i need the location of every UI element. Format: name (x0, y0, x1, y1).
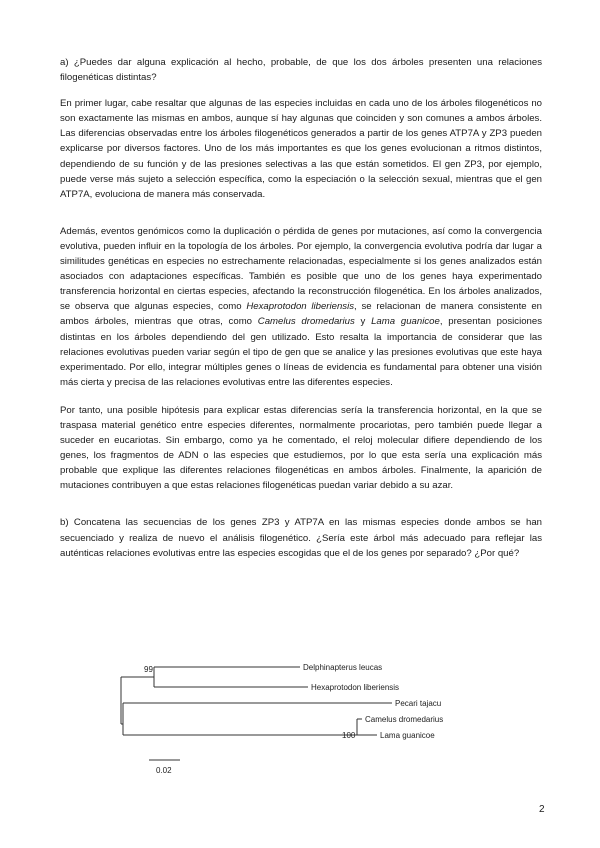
taxon-label: Camelus dromedarius (365, 715, 444, 724)
taxon-label: Pecari tajacu (395, 699, 442, 708)
answer-paragraph-1: En primer lugar, cabe resaltar que algunas de las especies incluidas en cada uno de los árboles filogenéticos no son exactamente las mismas en ambos, aunque sí hay algunas que coinciden y son comunes a ambos árboles. Las diferencias observadas entre los árboles filogenéticos generados a partir de los genes ATP7A y ZP3 pueden explicarse por diversos factores. Uno de los más importantes es que los genes evolucionan a ritmos distintos, dependiendo de su función y de las presiones selectivas a las que están sometidos. El gen ZP3, por ejemplo, puede verse más sujeto a selección específica, como la especiación o la selección sexual, mientras que el gen ATP7A, evoluciona de manera más conservada. (60, 98, 542, 200)
page-number: 2 (539, 804, 545, 815)
question-a: a) ¿Puedes dar alguna explicación al hecho, probable, de que los dos árboles presenten una relaciones filogenéticas distintas? (60, 57, 542, 84)
taxon-label: Hexaprotodon liberiensis (311, 683, 400, 692)
paragraph-2-text: y (354, 316, 372, 328)
species-hexaprotodon: Hexaprotodon liberiensis (246, 301, 355, 313)
answer-paragraph-3: Por tanto, una posible hipótesis para explicar estas diferencias sería la transferencia horizontal, en la que se traspasa material genético entre especies diferentes, normalmente procariotas, pero también puede llegar a suceder en eucariotas. Sin embargo, como ya he comentado, el reloj molecular difiere dependiendo de los genes, los fragmentos de ADN o las especies que estudiemos, por lo que esta sería una explicación más probable que explique las diferentes relaciones filogenéticas en ambos árboles. Finalmente, la aparición de mutaciones contribuyen a que estas relaciones filogenéticas puedan variar debido a su azar. (60, 404, 542, 492)
bootstrap-label: 100 (342, 731, 356, 740)
paragraph-2-text: , se relacionan de manera consistente en ambos árboles, mientras que otras, como (60, 301, 543, 328)
taxon-label: Lama guanicoe (380, 731, 435, 740)
paragraph-2-text: Además, eventos genómicos como la duplicación o pérdida de genes por mutaciones, así como la convergencia evolutiva, pueden influir en la topología de los árboles. Por ejemplo, la convergencia evolutiva podría dar lugar a similitudes genéticas en especies no estrechamente relacionadas, especialmente si los genes analizados están asociados con adaptaciones específicas. También es posible que uno de los genes haya experimentado transferencia horizontal en ciertas especies, afectando la reconstrucción filogenética. En los árboles analizados, se observa que algunas especies, como (60, 225, 542, 313)
tree-branches (121, 667, 392, 760)
question-b: b) Concatena las secuencias de los genes ZP3 y ATP7A en las mismas especies donde ambos se han secuenciado y realiza de nuevo el análisis filogenético. ¿Sería este árbol más adecuado para reflejar las auténticas relaciones evolutivas entre las especies escogidas que el de los genes por separado? ¿Por qué? (60, 517, 542, 559)
species-camelus: Camelus dromedarius (257, 316, 355, 328)
bootstrap-label: 99 (144, 665, 153, 674)
paragraph-2-text: , presentan posiciones distintas en los árboles dependiendo del gen utilizado. Esto resalta la importancia de considerar que las relaciones evolutivas pueden variar según el tipo de gen que se analice y las presiones evolutivas que este haya experimentado. Por ello, integrar múltiples genes o líneas de evidencia es fundamental para obtener una visión más cierta y precisa de las relaciones evolutivas entre las diferentes especies. (60, 316, 543, 388)
species-lama: Lama guanicoe (371, 316, 440, 328)
scale-label: 0.02 (156, 766, 172, 775)
taxon-label: Delphinapterus leucas (303, 663, 383, 672)
